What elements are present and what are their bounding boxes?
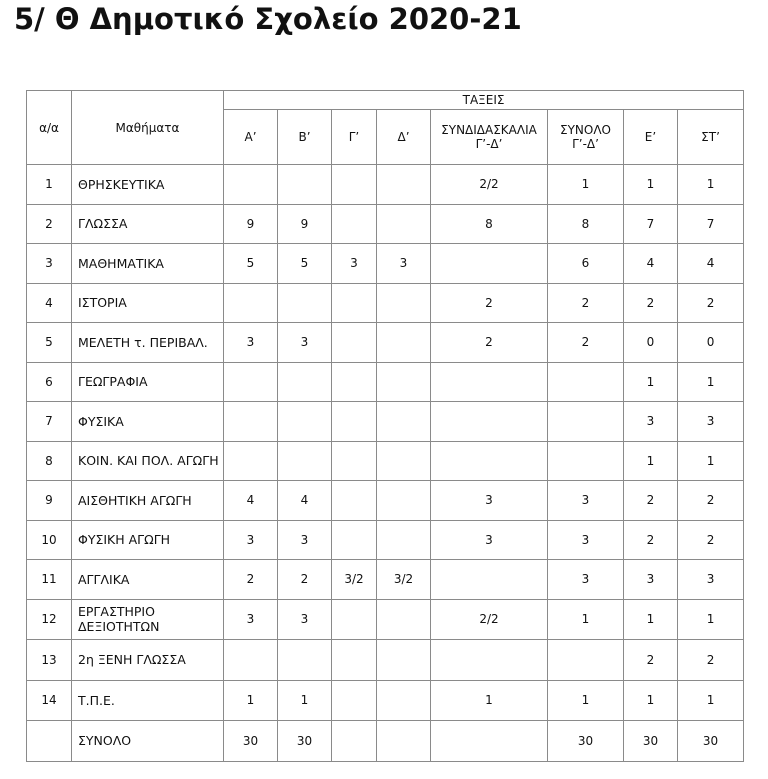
row-cell: 2 (624, 283, 678, 323)
row-cell (278, 165, 332, 205)
header-subject: Μαθήματα (72, 91, 224, 165)
table-row (27, 204, 744, 244)
row-cell (377, 481, 431, 521)
row-cell: 1 (678, 362, 744, 402)
row-cell: 2 (431, 323, 548, 363)
row-cell: 2 (678, 640, 744, 681)
row-cell: 4 (278, 481, 332, 521)
header-class-3: Δ’ (377, 110, 431, 165)
row-cell: 3 (548, 481, 624, 521)
row-cell: 5 (278, 244, 332, 284)
row-cell (377, 204, 431, 244)
row-cell (377, 402, 431, 442)
row-cell: 1 (431, 680, 548, 721)
row-cell: 3/2 (377, 560, 431, 600)
row-cell (377, 599, 431, 640)
row-cell: 1 (548, 165, 624, 205)
row-cell (377, 721, 431, 762)
row-cell: 8 (548, 204, 624, 244)
row-cell: 2 (678, 520, 744, 560)
row-cell: 2/2 (431, 165, 548, 205)
row-cell (548, 640, 624, 681)
row-cell: 4 (624, 244, 678, 284)
row-cell (224, 283, 278, 323)
row-cell (548, 362, 624, 402)
row-cell (332, 441, 377, 481)
row-cell: 30 (624, 721, 678, 762)
table-row (27, 244, 744, 284)
row-cell (224, 362, 278, 402)
row-cell (377, 362, 431, 402)
row-cell (548, 441, 624, 481)
row-cell (431, 402, 548, 442)
row-cell: 2 (548, 323, 624, 363)
row-cell (332, 402, 377, 442)
row-cell: 30 (548, 721, 624, 762)
row-cell (548, 402, 624, 442)
table-row (27, 721, 744, 762)
row-number: 9 (27, 481, 72, 521)
row-cell: 6 (548, 244, 624, 284)
row-cell: 30 (224, 721, 278, 762)
row-cell: 3 (548, 520, 624, 560)
row-cell: 3 (678, 402, 744, 442)
row-cell: 2 (678, 283, 744, 323)
row-cell: 3 (624, 560, 678, 600)
row-cell: 3/2 (332, 560, 377, 600)
table-row (27, 402, 744, 442)
table-row (27, 165, 744, 205)
row-number: 6 (27, 362, 72, 402)
row-cell: 3 (224, 323, 278, 363)
row-cell (332, 362, 377, 402)
row-cell: 3 (548, 560, 624, 600)
row-cell (377, 283, 431, 323)
row-cell (332, 481, 377, 521)
row-cell (332, 680, 377, 721)
row-cell (431, 640, 548, 681)
row-cell: 1 (624, 362, 678, 402)
row-cell: 3 (224, 599, 278, 640)
table-row (27, 362, 744, 402)
row-cell: 7 (624, 204, 678, 244)
row-number: 4 (27, 283, 72, 323)
row-cell: 3 (431, 481, 548, 521)
row-cell: 2 (224, 560, 278, 600)
row-cell (278, 640, 332, 681)
row-cell (377, 323, 431, 363)
row-cell (332, 721, 377, 762)
row-cell: 1 (624, 441, 678, 481)
row-cell (278, 283, 332, 323)
row-cell: 0 (678, 323, 744, 363)
timetable (26, 90, 744, 762)
row-cell: 4 (224, 481, 278, 521)
row-cell (332, 283, 377, 323)
row-cell: 3 (332, 244, 377, 284)
row-cell: 0 (624, 323, 678, 363)
header-class-0: Α’ (224, 110, 278, 165)
header-class-4: ΣΥΝΔΙΔΑΣΚΑΛΙΑ Γ’-Δ’ (431, 110, 548, 165)
row-cell (431, 244, 548, 284)
row-cell: 30 (678, 721, 744, 762)
row-cell (332, 204, 377, 244)
row-cell: 7 (678, 204, 744, 244)
row-number: 13 (27, 640, 72, 681)
row-cell (377, 680, 431, 721)
row-cell (278, 402, 332, 442)
row-cell (224, 165, 278, 205)
row-cell: 1 (624, 165, 678, 205)
table-row (27, 481, 744, 521)
row-cell: 1 (548, 599, 624, 640)
row-cell: 2 (278, 560, 332, 600)
row-cell: 1 (678, 441, 744, 481)
row-cell: 1 (678, 680, 744, 721)
row-cell: 9 (224, 204, 278, 244)
row-subject: ΙΣΤΟΡΙΑ (72, 283, 224, 323)
row-number: 12 (27, 599, 72, 640)
row-subject: ΦΥΣΙΚΑ (72, 402, 224, 442)
header-class-6: Ε’ (624, 110, 678, 165)
row-number: 2 (27, 204, 72, 244)
row-cell (377, 165, 431, 205)
row-cell: 2 (431, 283, 548, 323)
row-cell: 3 (377, 244, 431, 284)
row-subject: ΜΕΛΕΤΗ τ. ΠΕΡΙΒΑΛ. (72, 323, 224, 363)
table-row (27, 560, 744, 600)
row-number: 10 (27, 520, 72, 560)
row-cell: 1 (678, 165, 744, 205)
row-cell: 1 (548, 680, 624, 721)
row-cell (431, 362, 548, 402)
row-number: 1 (27, 165, 72, 205)
table-row (27, 680, 744, 721)
row-cell (278, 362, 332, 402)
row-subject: ΚΟΙΝ. ΚΑΙ ΠΟΛ. ΑΓΩΓΗ (72, 441, 224, 481)
row-cell: 3 (278, 323, 332, 363)
row-cell (332, 165, 377, 205)
table-row (27, 441, 744, 481)
row-cell: 3 (224, 520, 278, 560)
row-subject: ΣΥΝΟΛΟ (72, 721, 224, 762)
row-number: 8 (27, 441, 72, 481)
row-cell: 2 (624, 520, 678, 560)
row-cell (431, 441, 548, 481)
row-cell: 3 (278, 599, 332, 640)
header-class-2: Γ’ (332, 110, 377, 165)
row-subject: ΘΡΗΣΚΕΥΤΙΚΑ (72, 165, 224, 205)
row-cell (332, 640, 377, 681)
table-row (27, 520, 744, 560)
page-title: 5/ Θ Δημοτικό Σχολείο 2020-21 (14, 2, 522, 36)
row-cell (431, 721, 548, 762)
row-subject: ΑΙΣΘΗΤΙΚΗ ΑΓΩΓΗ (72, 481, 224, 521)
table-row (27, 323, 744, 363)
row-cell (332, 323, 377, 363)
row-subject: Τ.Π.Ε. (72, 680, 224, 721)
row-cell: 2/2 (431, 599, 548, 640)
row-subject: ΦΥΣΙΚΗ ΑΓΩΓΗ (72, 520, 224, 560)
header-aa: α/α (27, 91, 72, 165)
row-cell (224, 402, 278, 442)
row-number: 3 (27, 244, 72, 284)
row-cell: 30 (278, 721, 332, 762)
table-row (27, 640, 744, 681)
row-number: 14 (27, 680, 72, 721)
row-cell (377, 441, 431, 481)
row-cell: 1 (624, 599, 678, 640)
row-cell: 9 (278, 204, 332, 244)
row-cell: 3 (678, 560, 744, 600)
row-cell: 2 (678, 481, 744, 521)
row-cell (224, 441, 278, 481)
table-row (27, 599, 744, 640)
row-cell: 3 (624, 402, 678, 442)
row-subject: ΓΕΩΓΡΑΦΙΑ (72, 362, 224, 402)
header-class-1: Β’ (278, 110, 332, 165)
row-number: 7 (27, 402, 72, 442)
table-row (27, 283, 744, 323)
row-cell (377, 640, 431, 681)
row-cell: 2 (548, 283, 624, 323)
row-subject: ΑΓΓΛΙΚΑ (72, 560, 224, 600)
row-number: 11 (27, 560, 72, 600)
row-cell: 8 (431, 204, 548, 244)
row-cell (377, 520, 431, 560)
row-subject: ΓΛΩΣΣΑ (72, 204, 224, 244)
row-subject: ΜΑΘΗΜΑΤΙΚΑ (72, 244, 224, 284)
row-cell: 1 (224, 680, 278, 721)
row-subject: ΕΡΓΑΣΤΗΡΙΟ ΔΕΞΙΟΤΗΤΩΝ (72, 599, 224, 640)
row-cell (224, 640, 278, 681)
row-cell (431, 560, 548, 600)
row-cell: 2 (624, 481, 678, 521)
row-subject: 2η ΞΕΝΗ ΓΛΩΣΣΑ (72, 640, 224, 681)
row-cell: 4 (678, 244, 744, 284)
row-cell: 3 (278, 520, 332, 560)
row-cell: 2 (624, 640, 678, 681)
row-cell: 1 (624, 680, 678, 721)
row-cell (332, 520, 377, 560)
row-cell: 5 (224, 244, 278, 284)
row-cell: 3 (431, 520, 548, 560)
row-cell: 1 (678, 599, 744, 640)
row-cell: 1 (278, 680, 332, 721)
row-cell (278, 441, 332, 481)
header-classes-group: ΤΑΞΕΙΣ (224, 91, 744, 110)
row-number (27, 721, 72, 762)
row-cell (332, 599, 377, 640)
row-number: 5 (27, 323, 72, 363)
header-class-5: ΣΥΝΟΛΟ Γ’-Δ’ (548, 110, 624, 165)
header-class-7: ΣΤ’ (678, 110, 744, 165)
